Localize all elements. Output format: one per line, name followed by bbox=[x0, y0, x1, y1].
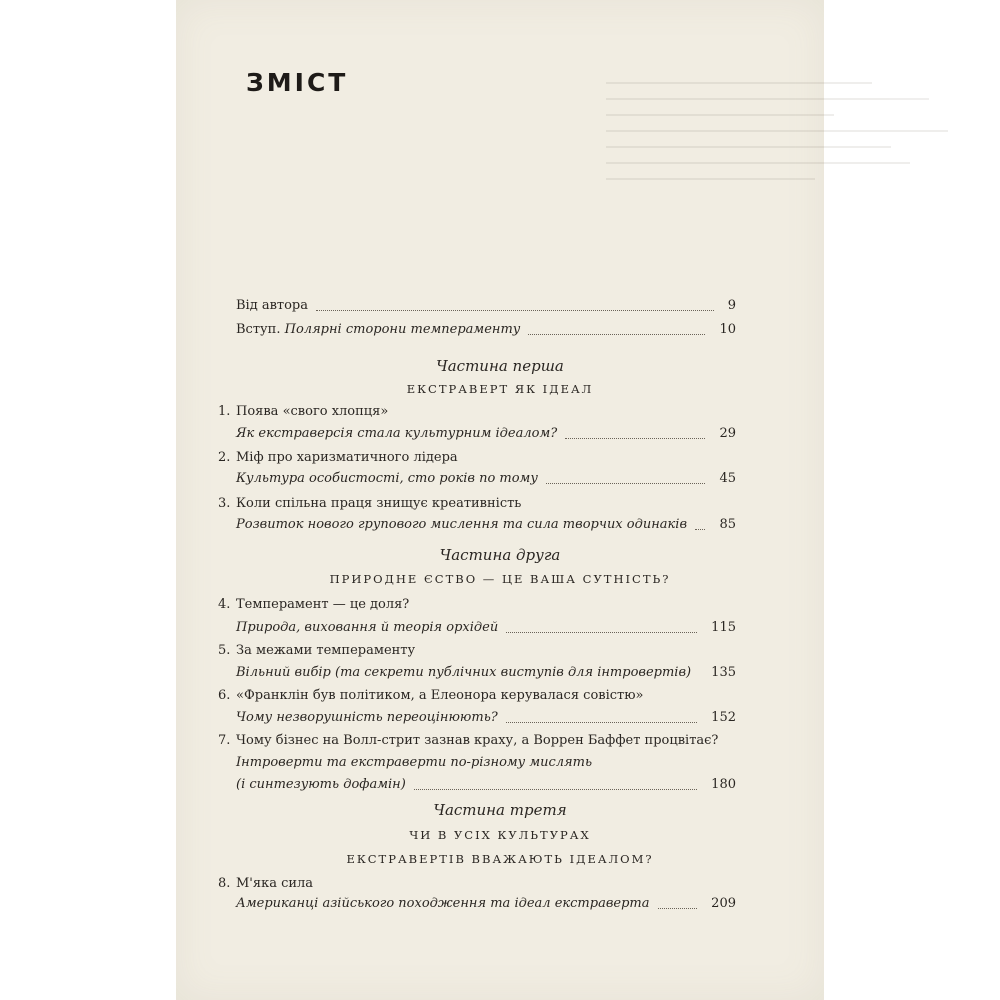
chapter-subtitle: Американці азійського походження та ідеал екстраверта bbox=[236, 896, 650, 911]
part-label: Частина друга bbox=[439, 546, 561, 564]
front-matter-entry-line bbox=[218, 320, 736, 340]
page-number: 85 bbox=[719, 517, 736, 532]
chapter-title-line bbox=[218, 641, 736, 661]
dot-leader bbox=[316, 310, 714, 311]
part-caption: ЕКСТРАВЕРТ ЯК ІДЕАЛ bbox=[406, 382, 594, 396]
page-number: 180 bbox=[711, 777, 736, 792]
chapter-subtitle-line bbox=[218, 775, 736, 795]
chapter-number: 7. bbox=[218, 733, 231, 748]
dot-leader bbox=[506, 632, 697, 633]
page-number: 10 bbox=[719, 322, 736, 337]
chapter-title: Чому бізнес на Волл-стрит зазнав краху, а Воррен Баффет процвітає? bbox=[236, 733, 719, 748]
chapter-number: 5. bbox=[218, 643, 231, 658]
chapter-subtitle-line bbox=[218, 753, 736, 773]
chapter-title-line bbox=[218, 874, 736, 894]
chapter-title-line bbox=[218, 731, 736, 751]
chapter-subtitle: Культура особистості, сто років по тому bbox=[236, 471, 538, 486]
dot-leader bbox=[658, 908, 697, 909]
front-matter-entry-line bbox=[218, 296, 736, 316]
chapter-title-line bbox=[218, 494, 736, 514]
chapter-subtitle-line bbox=[218, 618, 736, 638]
chapter-title: Коли спільна праця знищує креативність bbox=[236, 496, 522, 511]
chapter-title: Поява «свого хлопця» bbox=[236, 404, 389, 419]
chapter-number: 6. bbox=[218, 688, 231, 703]
chapter-subtitle-line bbox=[218, 894, 736, 914]
entry-subtitle: Полярні сторони темпераменту bbox=[284, 322, 521, 337]
dot-leader bbox=[528, 334, 705, 335]
chapter-title: М'яка сила bbox=[236, 876, 314, 891]
page-number: 9 bbox=[727, 298, 736, 313]
chapter-title-line bbox=[218, 686, 736, 706]
chapter-title: За межами темпераменту bbox=[236, 643, 416, 658]
chapter-number: 1. bbox=[218, 404, 231, 419]
chapter-subtitle: Чому незворушність переоцінюють? bbox=[236, 710, 498, 725]
front-matter-entry: Від автора bbox=[236, 298, 309, 313]
page-title: ЗМІСТ bbox=[246, 68, 349, 97]
page-number: 152 bbox=[711, 710, 736, 725]
chapter-number: 2. bbox=[218, 450, 231, 465]
chapter-number: 8. bbox=[218, 876, 231, 891]
chapter-subtitle: Природа, виховання й теорія орхідей bbox=[236, 620, 499, 635]
chapter-number: 3. bbox=[218, 496, 231, 511]
part-caption: ЧИ В УСІХ КУЛЬТУРАХ bbox=[409, 828, 591, 842]
chapter-subtitle-line bbox=[218, 469, 736, 489]
chapter-subtitle-line bbox=[218, 424, 736, 444]
chapter-subtitle: Інтроверти та екстраверти по-різному мислять bbox=[236, 755, 593, 770]
entry-label: Вступ. bbox=[236, 322, 281, 337]
dot-leader bbox=[565, 438, 705, 439]
chapter-title-line bbox=[218, 402, 736, 422]
chapter-subtitle-line bbox=[218, 515, 736, 535]
dot-leader bbox=[695, 529, 705, 530]
front-matter-entry bbox=[236, 320, 520, 340]
chapter-subtitle: Як екстраверсія стала культурним ідеалом? bbox=[236, 426, 558, 441]
chapter-subtitle: Розвиток нового групового мислення та сила творчих одинаків bbox=[236, 517, 688, 532]
page-number: 135 bbox=[711, 665, 736, 680]
chapter-title: Міф про харизматичного лідера bbox=[236, 450, 458, 465]
chapter-subtitle-line bbox=[218, 663, 736, 683]
chapter-number: 4. bbox=[218, 597, 231, 612]
part-label: Частина третя bbox=[433, 801, 567, 819]
part-caption: ПРИРОДНЕ ЄСТВО — ЦЕ ВАША СУТНІСТЬ? bbox=[329, 572, 671, 586]
chapter-subtitle: (і синтезують дофамін) bbox=[236, 777, 406, 792]
page-number: 115 bbox=[711, 620, 736, 635]
page-number: 45 bbox=[719, 471, 736, 486]
part-caption: ЕКСТРАВЕРТІВ ВВАЖАЮТЬ ІДЕАЛОМ? bbox=[346, 852, 654, 866]
chapter-subtitle: Вільний вибір (та секрети публічних виступів для інтровертів) bbox=[236, 665, 692, 680]
chapter-title-line bbox=[218, 595, 736, 615]
dot-leader bbox=[414, 789, 697, 790]
chapter-title: «Франклін був політиком, а Елеонора керувалася совістю» bbox=[236, 688, 644, 703]
chapter-title-line bbox=[218, 448, 736, 468]
chapter-subtitle-line bbox=[218, 708, 736, 728]
dot-leader bbox=[546, 483, 705, 484]
part-label: Частина перша bbox=[436, 357, 564, 375]
dot-leader bbox=[506, 722, 697, 723]
page-number: 29 bbox=[719, 426, 736, 441]
page-number: 209 bbox=[711, 896, 736, 911]
chapter-title: Темперамент — це доля? bbox=[236, 597, 410, 612]
